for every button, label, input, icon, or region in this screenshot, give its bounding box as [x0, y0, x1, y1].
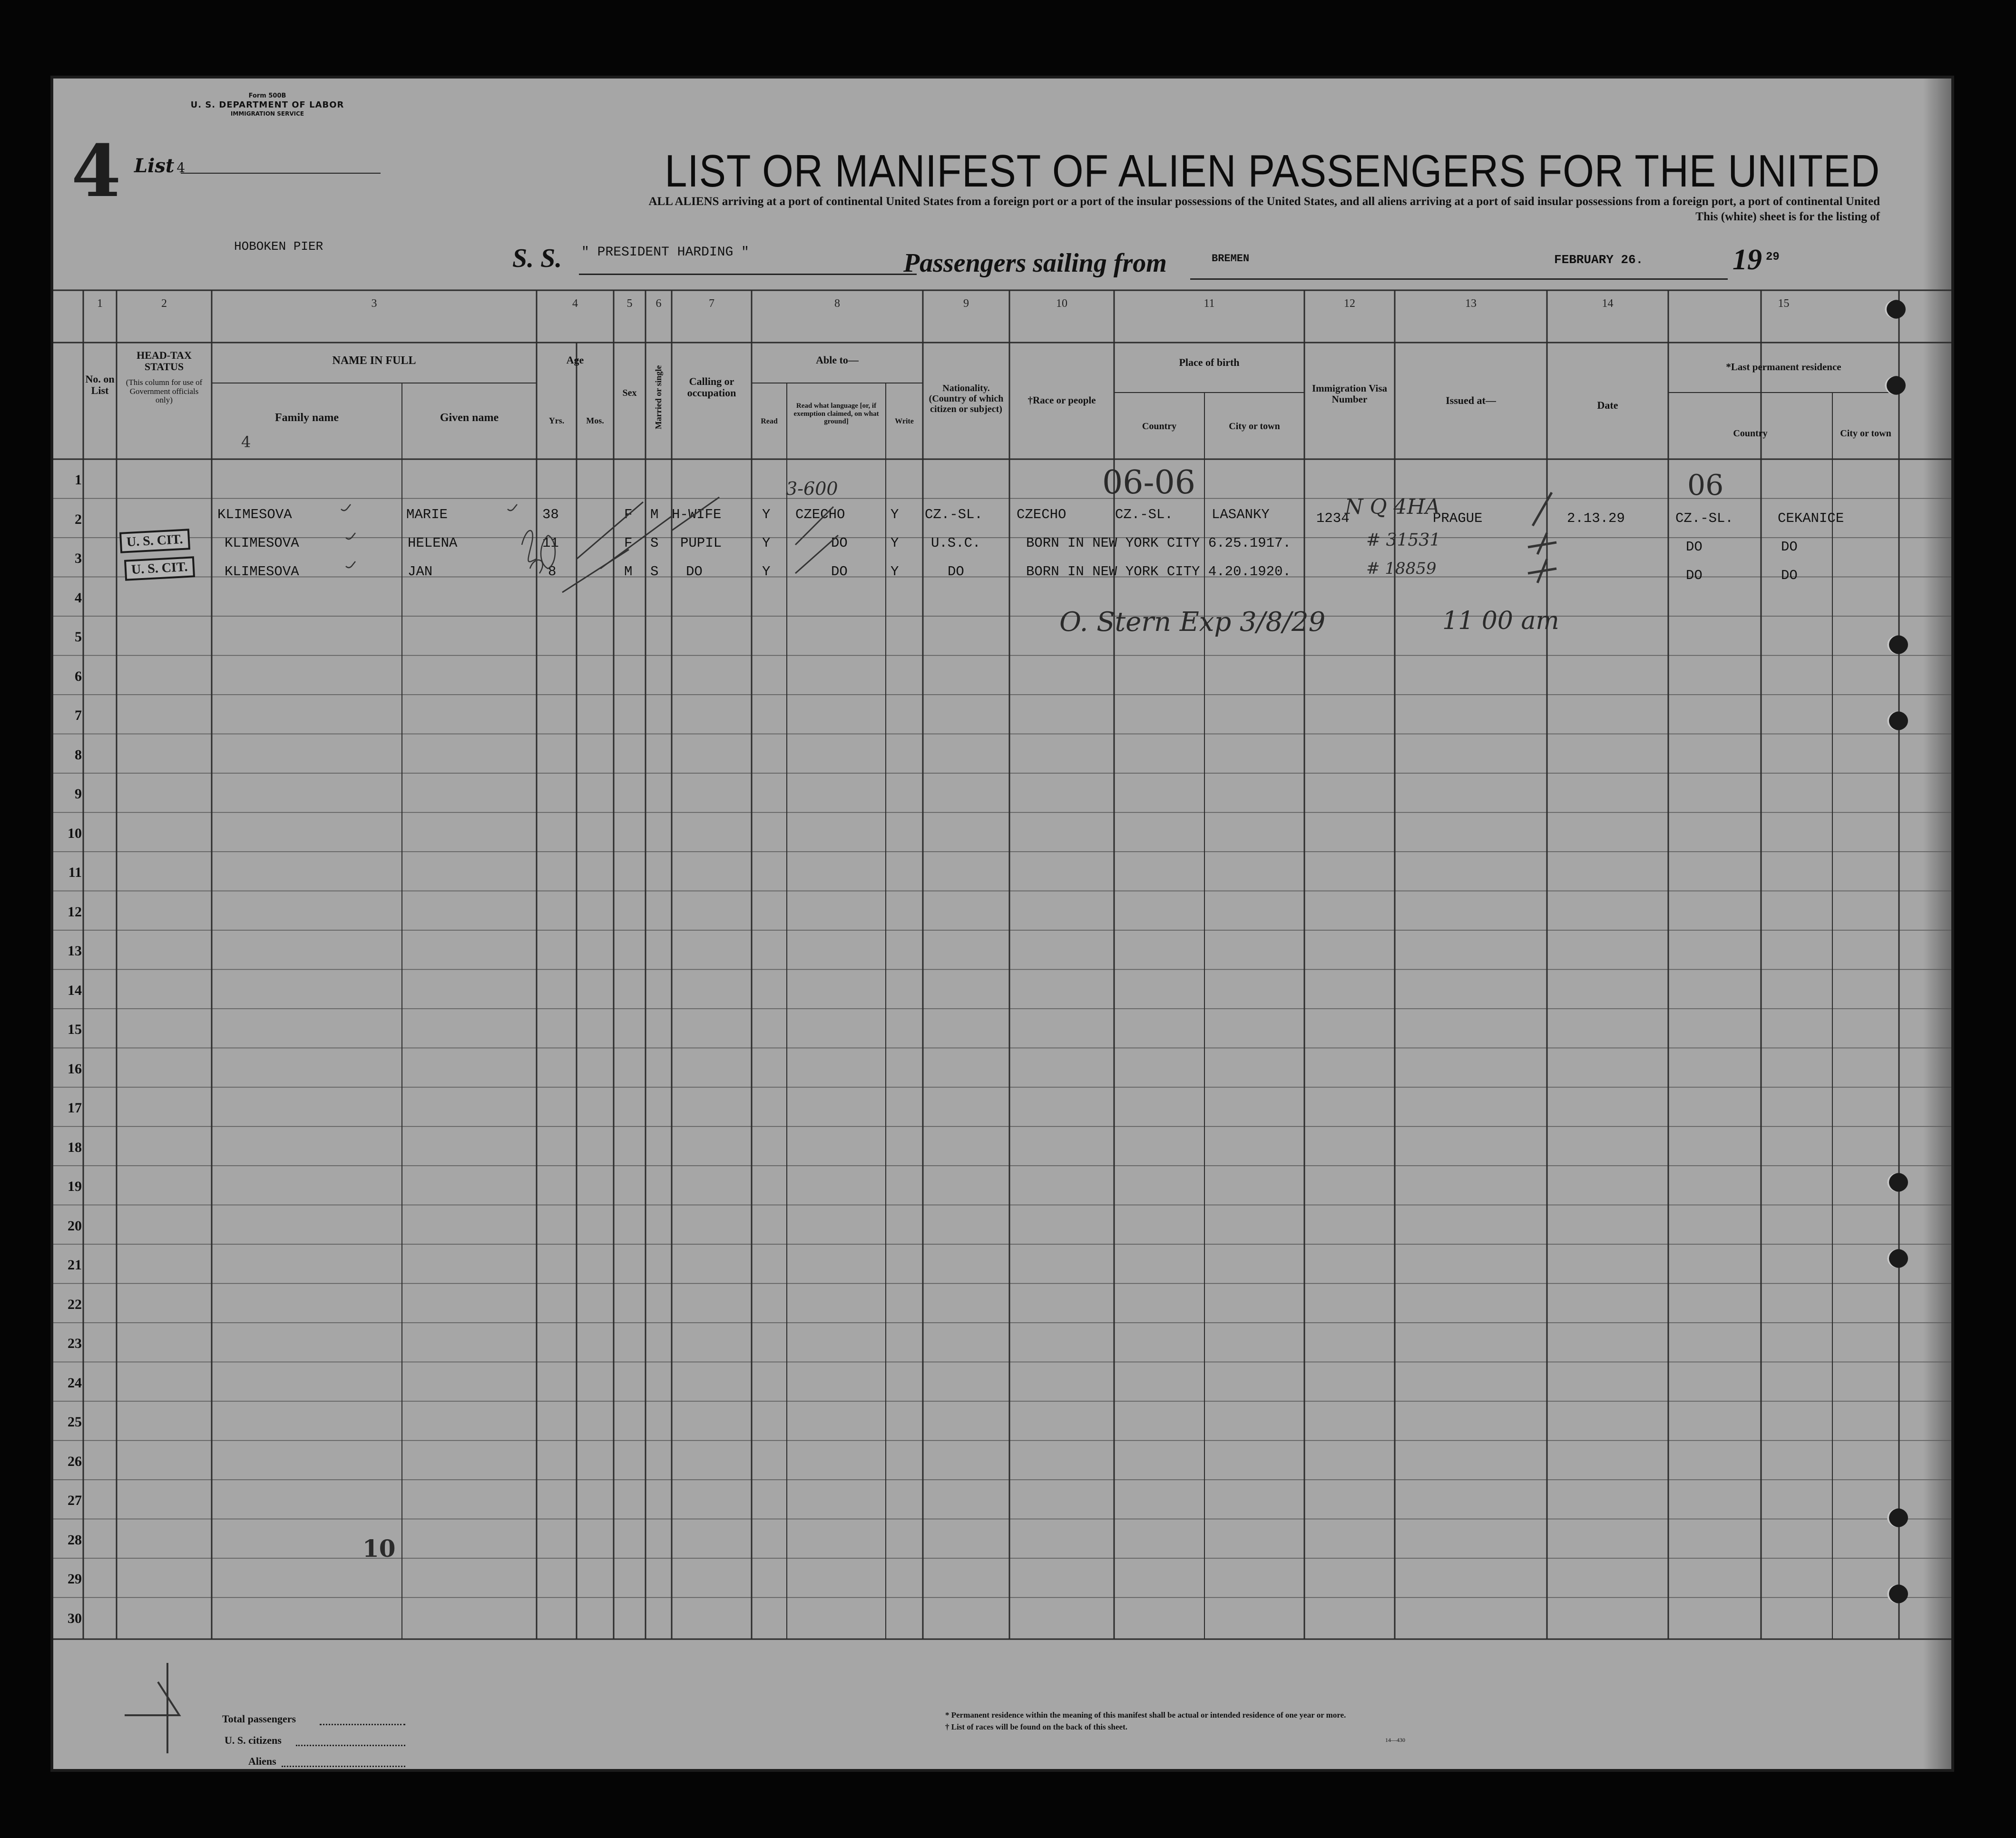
p3-citizen-stamp: U. S. CIT. [124, 556, 195, 581]
row-number: 21 [68, 1257, 82, 1273]
annotation-age-read: 3-600 [786, 478, 838, 499]
p2-sex: F [624, 535, 633, 551]
col-num-12: 12 [1344, 297, 1355, 310]
row-number: 11 [68, 865, 82, 881]
row-number: 14 [68, 982, 82, 998]
p1-birth-country: CZ.-SL. [1115, 507, 1173, 522]
row-number: 2 [75, 511, 82, 527]
col-num-10: 10 [1056, 297, 1067, 310]
binder-hole [1885, 376, 1906, 395]
footer-us-citizens: U. S. citizens [225, 1734, 282, 1746]
handwritten-marks [53, 79, 1951, 1769]
p2-born-note: BORN IN NEW YORK CITY 6.25.1917. [1026, 535, 1291, 551]
binder-hole [1887, 1508, 1908, 1527]
row-number: 1 [75, 472, 82, 488]
p1-date: 2.13.29 [1567, 511, 1625, 526]
p3-occupation: DO [686, 564, 703, 580]
header-married: Married or single [654, 365, 664, 430]
header-res-country: Country [1733, 428, 1768, 439]
header-given-name: Given name [440, 412, 499, 424]
row-number: 30 [68, 1610, 82, 1626]
row-number: 25 [68, 1414, 82, 1430]
row-number: 9 [75, 786, 82, 802]
p3-read: Y [762, 564, 771, 580]
row-number: 12 [68, 904, 82, 920]
header-read: Read [761, 417, 778, 425]
p2-res-city: DO [1781, 539, 1798, 555]
annotation-row4-note: O. Stern Exp 3/8/29 [1059, 607, 1326, 638]
p3-age: 8 [548, 564, 557, 580]
row-number: 22 [68, 1296, 82, 1312]
subtitle-line-2: This (white) sheet is for the listing of [1695, 210, 1880, 223]
header-last-residence: *Last permanent residence [1726, 361, 1841, 373]
annotation-birth: 06-06 [1102, 464, 1196, 501]
row-number: 3 [75, 550, 82, 567]
header-calling: Calling or occupation [687, 375, 736, 399]
footer-total-passengers: Total passengers [222, 1713, 296, 1725]
col-num-3: 3 [371, 297, 377, 310]
col-num-7: 7 [709, 297, 714, 310]
p2-write: Y [891, 535, 899, 551]
annotation-row4-time: 11 00 am [1442, 607, 1559, 635]
p3-write: Y [891, 564, 899, 580]
annotation-cert-row3: # 18859 [1366, 559, 1437, 578]
header-name-in-full: NAME IN FULL [332, 354, 416, 367]
list-number: 4 [176, 160, 186, 176]
p1-race: CZECHO [1017, 507, 1067, 522]
row-number: 28 [68, 1532, 82, 1548]
year-prefix: 19 [1732, 244, 1762, 276]
binder-hole [1887, 1584, 1908, 1603]
p2-read: Y [762, 535, 771, 551]
row-number: 27 [68, 1493, 82, 1509]
p1-married: M [650, 507, 659, 522]
col-num-8: 8 [834, 297, 840, 310]
departure-port: BREMEN [1212, 253, 1250, 265]
p2-given-name: HELENA [408, 535, 458, 551]
p3-sex: M [624, 564, 633, 580]
col-num-2: 2 [161, 297, 167, 310]
header-able-to: Able to— [816, 354, 859, 366]
header-nationality: Nationality. (Country of which citizen or subject) [929, 383, 1004, 414]
p1-sex: F [624, 507, 633, 522]
row-number: 15 [68, 1022, 82, 1038]
row-number: 13 [68, 943, 82, 959]
p3-given-name: JAN [408, 564, 433, 580]
p3-family-name: KLIMESOVA [225, 564, 299, 580]
p1-family-name: KLIMESOVA [217, 507, 292, 522]
p1-res-country: CZ.-SL. [1675, 511, 1733, 526]
binder-hole [1887, 635, 1908, 654]
col-num-11: 11 [1204, 297, 1215, 310]
p1-given-name: MARIE [406, 507, 448, 522]
page-title: LIST OR MANIFEST OF ALIEN PASSENGERS FOR THE UNITED [665, 146, 1880, 197]
header-race: †Race or people [1028, 394, 1096, 406]
ship-name: " PRESIDENT HARDING " [581, 245, 749, 260]
header-birth-city: City or town [1229, 421, 1280, 432]
p1-issued-at: PRAGUE [1433, 511, 1483, 526]
annotation-residence: 06 [1687, 469, 1724, 502]
row-number: 24 [68, 1375, 82, 1391]
p1-visa: 1234 [1316, 511, 1350, 526]
row-number: 17 [68, 1100, 82, 1116]
col-num-6: 6 [656, 297, 662, 310]
col-num-9: 9 [963, 297, 969, 310]
row-number: 29 [68, 1571, 82, 1587]
header-birth-country: Country [1142, 421, 1177, 432]
row-number: 6 [75, 668, 82, 684]
row-number: 26 [68, 1453, 82, 1469]
footer-dots-2 [296, 1745, 405, 1746]
p1-age: 38 [542, 507, 559, 522]
row-number: 16 [68, 1061, 82, 1077]
row-number: 19 [68, 1179, 82, 1195]
p1-occupation: H-WIFE [672, 507, 722, 522]
corner-handwritten-mark: 4 [71, 129, 121, 213]
p3-married: S [650, 564, 659, 580]
header-write: Write [895, 417, 914, 425]
p2-nationality: U.S.C. [931, 535, 981, 551]
p1-read: Y [762, 507, 771, 522]
footer-note-races: † List of races will be found on the back of this sheet. [945, 1722, 1127, 1731]
p2-family-name: KLIMESOVA [225, 535, 299, 551]
family-name-mark: 4 [241, 433, 251, 451]
col-num-4: 4 [572, 297, 578, 310]
binder-hole [1887, 711, 1908, 730]
binder-hole [1887, 1249, 1908, 1268]
header-head-tax-note: (This column for use of Government officials only) [126, 378, 203, 405]
row-number: 5 [75, 629, 82, 645]
header-family-name: Family name [275, 412, 339, 424]
list-label: List [134, 155, 175, 177]
binder-hole [1885, 300, 1906, 319]
p1-res-city: CEKANICE [1778, 511, 1844, 526]
p1-birth-city: LASANKY [1212, 507, 1270, 522]
footer-dots-1 [320, 1724, 405, 1725]
header-read-language: Read what language [or, if exemption claimed, on what ground] [793, 402, 879, 425]
header-yrs: Yrs. [548, 416, 565, 425]
annotation-cert-row2: # 31531 [1366, 531, 1441, 550]
col-num-15: 15 [1778, 297, 1790, 310]
col-num-5: 5 [626, 297, 633, 310]
p3-born-note: BORN IN NEW YORK CITY 4.20.1920. [1026, 564, 1291, 580]
binder-hole [1887, 1173, 1908, 1192]
header-place-of-birth: Place of birth [1179, 356, 1240, 368]
col-num-13: 13 [1465, 297, 1477, 310]
p2-citizen-stamp: U. S. CIT. [119, 529, 190, 553]
row-number: 4 [75, 590, 82, 606]
department: U. S. DEPARTMENT OF LABOR [190, 100, 344, 110]
footer-note-residence: * Permanent residence within the meaning of this manifest shall be actual or intended residence of one year or more. [945, 1710, 1346, 1720]
header-age: Age [566, 354, 584, 366]
header-date: Date [1597, 399, 1618, 411]
p3-language: DO [831, 564, 848, 580]
p3-res-city: DO [1781, 568, 1798, 583]
col-num-14: 14 [1602, 297, 1614, 310]
row-number: 7 [75, 708, 82, 724]
row-number: 20 [68, 1218, 82, 1234]
year-suffix: 29 [1766, 251, 1780, 264]
row-number: 8 [75, 747, 82, 763]
p1-language: CZECHO [795, 507, 845, 522]
manifest-sheet [53, 79, 1951, 1769]
footer-aliens: Aliens [248, 1755, 276, 1767]
p3-res-country: DO [1686, 568, 1703, 583]
p2-married: S [650, 535, 659, 551]
header-sex: Sex [622, 388, 637, 398]
p2-age: 11 [542, 535, 559, 551]
annotation-issued: N Q 4HA [1345, 495, 1440, 519]
header-visa: Immigration Visa Number [1311, 383, 1388, 405]
footer-print-code: 14—430 [1385, 1737, 1405, 1743]
p2-language: DO [831, 535, 848, 551]
row-number: 18 [68, 1139, 82, 1155]
service: IMMIGRATION SERVICE [230, 110, 304, 117]
header-res-city: City or town [1840, 428, 1891, 439]
footer-dots-3 [282, 1766, 405, 1767]
p3-nationality: DO [948, 564, 964, 580]
subtitle-line-1: ALL ALIENS arriving at a port of continental United States from a foreign port or a port of the insular possessions of the United States, and all aliens arriving at a port of said insular possessions from a foreign port, a port of continental United [648, 195, 1880, 208]
col-num-1: 1 [97, 297, 103, 310]
ss-label: S. S. [512, 244, 562, 273]
p1-nationality: CZ.-SL. [925, 507, 983, 522]
header-mos: Mos. [586, 416, 604, 425]
p2-occupation: PUPIL [680, 535, 722, 551]
p2-res-country: DO [1686, 539, 1703, 555]
sailing-date: FEBRUARY 26. [1554, 253, 1644, 267]
sailing-label: Passengers sailing from [903, 248, 1167, 278]
header-head-tax: HEAD-TAX STATUS [137, 349, 192, 373]
annotation-bottom-mark: 10 [362, 1534, 396, 1563]
row-number: 23 [68, 1336, 82, 1352]
header-issued-at: Issued at— [1446, 394, 1496, 406]
p1-write: Y [891, 507, 899, 522]
form-number: Form 500B [248, 92, 286, 99]
header-no-on-list: No. on List [85, 373, 115, 397]
pier: HOBOKEN PIER [234, 239, 323, 254]
row-number: 10 [68, 825, 82, 841]
